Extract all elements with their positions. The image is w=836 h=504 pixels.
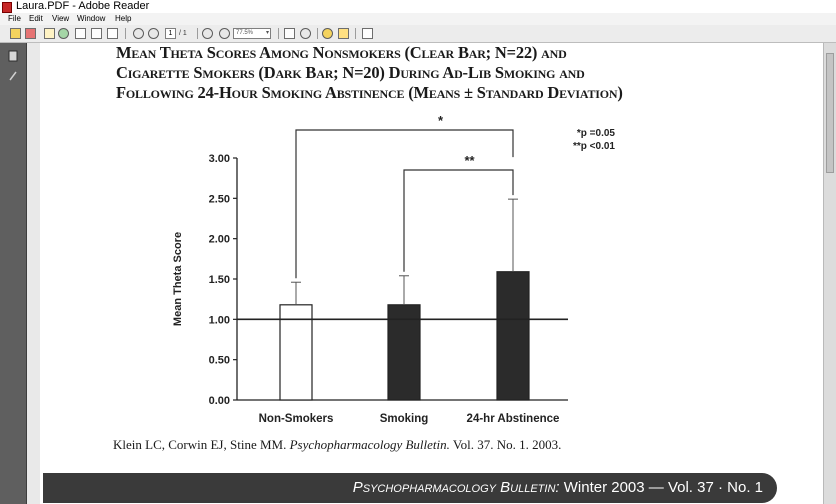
navigation-pane xyxy=(0,43,27,504)
significance-note: *p =0.05 xyxy=(576,128,615,139)
toolbar-separator xyxy=(355,28,356,39)
figure-heading-line-3: Following 24-Hour Smoking Abstinence (Means ± Standard Deviation) xyxy=(116,83,623,102)
page-total: / 1 xyxy=(179,30,187,37)
toolbar-separator xyxy=(125,28,126,39)
significance-bracket xyxy=(404,170,513,272)
zoom-out-icon[interactable] xyxy=(202,28,213,39)
y-tick-label: 3.00 xyxy=(208,153,230,165)
page-gutter xyxy=(27,43,40,504)
zoom-in-icon[interactable] xyxy=(219,28,230,39)
page-number-input[interactable] xyxy=(165,28,176,39)
adobe-reader-icon xyxy=(2,2,12,13)
menu-view[interactable]: View xyxy=(52,14,70,23)
y-tick-label: 1.50 xyxy=(208,274,230,286)
menu-file[interactable]: File xyxy=(8,14,21,23)
email-icon[interactable] xyxy=(107,28,118,39)
attachments-icon[interactable] xyxy=(7,69,19,81)
footer-text xyxy=(353,479,763,496)
significance-mark: * xyxy=(437,113,444,128)
y-tick-label: 0.00 xyxy=(208,395,230,407)
open-icon[interactable] xyxy=(10,28,21,39)
chevron-down-icon: ▾ xyxy=(265,30,269,36)
y-axis-label: Mean Theta Score xyxy=(172,231,184,327)
save-icon[interactable] xyxy=(25,28,36,39)
pages-icon[interactable] xyxy=(7,49,19,61)
toolbar xyxy=(0,25,836,43)
vertical-scrollbar[interactable] xyxy=(823,43,836,504)
significance-mark: ** xyxy=(464,153,475,168)
toolbar-separator xyxy=(197,28,198,39)
expand-icon[interactable] xyxy=(362,28,373,39)
save-copy-icon[interactable] xyxy=(75,28,86,39)
citation-journal: Psychopharmacology Bulletin. xyxy=(289,437,450,452)
attach-icon[interactable] xyxy=(58,28,69,39)
y-tick-label: 2.50 xyxy=(208,193,230,206)
document-page xyxy=(40,43,823,504)
footer-journal: Psychopharmacology Bulletin: xyxy=(352,479,560,496)
theta-score-chart xyxy=(40,43,823,433)
journal-footer-banner xyxy=(43,473,777,503)
toolbar-separator xyxy=(278,28,279,39)
menu-edit[interactable]: Edit xyxy=(29,14,43,23)
menu-bar xyxy=(0,13,836,25)
next-page-icon[interactable] xyxy=(148,28,159,39)
citation-authors: Klein LC, Corwin EJ, Stine MM. xyxy=(113,437,287,452)
y-tick-label: 2.00 xyxy=(208,233,230,246)
menu-window[interactable]: Window xyxy=(77,14,106,23)
bar-2 xyxy=(497,272,529,400)
category-label: Smoking xyxy=(379,413,429,425)
scrollbar-thumb[interactable] xyxy=(826,53,834,173)
footer-issue: Winter 2003 — Vol. 37 · No. 1 xyxy=(563,479,763,496)
significance-note: **p <0.01 xyxy=(573,141,615,152)
y-tick-label: 1.00 xyxy=(208,314,230,327)
sign-icon[interactable] xyxy=(44,28,55,39)
toolbar-separator xyxy=(317,28,318,39)
rotate-icon[interactable] xyxy=(322,28,333,39)
fit-width-icon[interactable] xyxy=(300,28,311,39)
menu-help[interactable]: Help xyxy=(115,14,132,23)
zoom-select[interactable] xyxy=(233,28,271,39)
print-icon[interactable] xyxy=(91,28,102,39)
prev-page-icon[interactable] xyxy=(133,28,144,39)
title-bar xyxy=(0,0,836,14)
figure-heading-line-1: Mean Theta Scores Among Nonsmokers (Clear Bar; N=22) and xyxy=(116,43,567,62)
figure-heading-line-2: Cigarette Smokers (Dark Bar; N=20) During Ad-Lib Smoking and xyxy=(116,63,585,82)
category-label: Non-Smokers xyxy=(258,413,334,425)
citation-volume: Vol. 37. No. 1. 2003. xyxy=(452,437,562,452)
window-title: Laura.PDF - Adobe Reader xyxy=(16,0,150,12)
comment-icon[interactable] xyxy=(338,28,349,39)
fit-page-icon[interactable] xyxy=(284,28,295,39)
citation xyxy=(113,437,561,453)
category-label: 24-hr Abstinence xyxy=(466,413,560,425)
zoom-value: 77.5% xyxy=(236,30,254,36)
y-tick-label: 0.50 xyxy=(208,354,230,367)
